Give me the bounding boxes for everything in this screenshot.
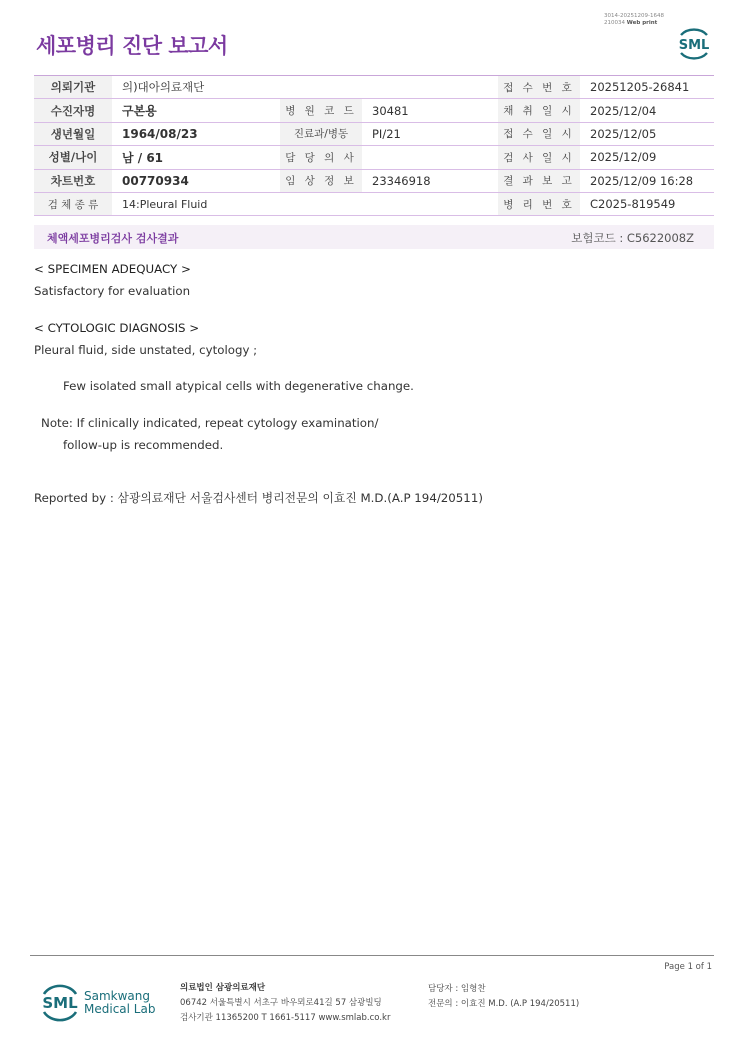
label-birth-date: 생년월일: [34, 122, 112, 145]
label-requesting-org: 의뢰기관: [34, 76, 112, 99]
value-sex-age: 남 / 61: [112, 146, 280, 169]
logo-name-line1: Samkwang: [84, 989, 150, 1003]
print-meta-label: Web print: [626, 20, 658, 26]
patient-info-table: [34, 75, 714, 216]
sml-logo-icon: [672, 24, 716, 64]
table-row: [34, 146, 714, 169]
page-title: 세포병리 진단 보고서: [36, 34, 228, 58]
specialist-label: 전문의 :: [428, 999, 459, 1009]
print-meta-id: 210034: [604, 20, 625, 26]
table-row: [34, 76, 714, 99]
footer-address: 06742 서울특별시 서초구 바우뫼로41길 57 삼광빌딩: [180, 998, 382, 1008]
result-section-header: [34, 225, 714, 249]
footer-specialist: [428, 997, 579, 1009]
logo-name: [84, 990, 155, 1016]
label-chart-number: 차트번호: [34, 169, 112, 192]
value-physician: [362, 146, 498, 169]
footer-divider: [30, 955, 714, 956]
print-meta-line1: 3014-20251209-1648: [604, 13, 664, 19]
manager-name: 임형찬: [460, 984, 486, 994]
page-number: Page 1 of 1: [664, 962, 712, 972]
value-pathology-number: C2025-819549: [580, 192, 714, 215]
insurance-code: 보험코드 : C5622008Z: [571, 231, 694, 245]
value-department: PI/21: [362, 122, 498, 145]
sml-footer-logo-icon: [36, 979, 84, 1027]
label-test-date: 검 사 일 시: [498, 146, 580, 169]
value-result-report: 2025/12/09 16:28: [580, 169, 714, 192]
diagnosis-text: Pleural fluid, side unstated, cytology ;: [34, 343, 258, 357]
value-receipt-date: 2025/12/05: [580, 122, 714, 145]
adequacy-header: < SPECIMEN ADEQUACY >: [34, 262, 191, 276]
value-clinical-info: 23346918: [362, 169, 498, 192]
value-birth-date: 1964/08/23: [112, 122, 280, 145]
label-department: 진료과/병동: [280, 122, 362, 145]
label-specimen-type: 검 체 종 류: [34, 192, 112, 215]
value-collection-date: 2025/12/04: [580, 99, 714, 122]
label-physician: 담 당 의 사: [280, 146, 362, 169]
section-title: 체액세포병리검사 검사결과: [47, 232, 179, 245]
value-patient-name: 구본용: [112, 99, 280, 122]
table-row: [34, 122, 714, 145]
label-collection-date: 채 취 일 시: [498, 99, 580, 122]
value-specimen-type: 14:Pleural Fluid: [112, 192, 498, 215]
reported-by: Reported by : 삼광의료재단 서울검사센터 병리전문의 이효진 M.D.(A.P 194/20511): [34, 491, 483, 505]
footer-manager: [428, 982, 486, 994]
table-row: [34, 99, 714, 122]
label-pathology-number: 병 리 번 호: [498, 192, 580, 215]
specialist-name: 이효진 M.D. (A.P 194/20511): [460, 999, 580, 1009]
label-clinical-info: 임 상 정 보: [280, 169, 362, 192]
value-chart-number: 00770934: [112, 169, 280, 192]
svg-text:SML: SML: [678, 38, 710, 53]
label-patient-name: 수진자명: [34, 99, 112, 122]
label-result-report: 결 과 보 고: [498, 169, 580, 192]
note-line-1: Note: If clinically indicated, repeat cytology examination/: [41, 416, 379, 430]
footer-org: 의료법인 삼광의료재단: [180, 983, 266, 993]
label-receipt-date: 접 수 일 시: [498, 122, 580, 145]
value-hospital-code: 30481: [362, 99, 498, 122]
value-receipt-number: 20251205-26841: [580, 76, 714, 99]
logo-text: SML: [42, 994, 78, 1012]
adequacy-text: Satisfactory for evaluation: [34, 284, 191, 298]
value-requesting-org: 의)대아의료재단: [112, 76, 498, 99]
note-line-2: follow-up is recommended.: [63, 438, 224, 452]
finding-text: Few isolated small atypical cells with degenerative change.: [63, 379, 414, 393]
label-sex-age: 성별/나이: [34, 146, 112, 169]
label-receipt-number: 접 수 번 호: [498, 76, 580, 99]
manager-label: 담당자 :: [428, 984, 459, 994]
print-meta: [604, 13, 664, 27]
table-row: [34, 192, 714, 215]
print-meta-line2: [604, 20, 664, 27]
logo-name-line2: Medical Lab: [84, 1002, 156, 1016]
label-hospital-code: 병 원 코 드: [280, 99, 362, 122]
value-test-date: 2025/12/09: [580, 146, 714, 169]
diagnosis-header: < CYTOLOGIC DIAGNOSIS >: [34, 321, 200, 335]
table-row: [34, 169, 714, 192]
footer-lab-info: 검사기관 11365200 T 1661-5117 www.smlab.co.kr: [180, 1013, 391, 1023]
